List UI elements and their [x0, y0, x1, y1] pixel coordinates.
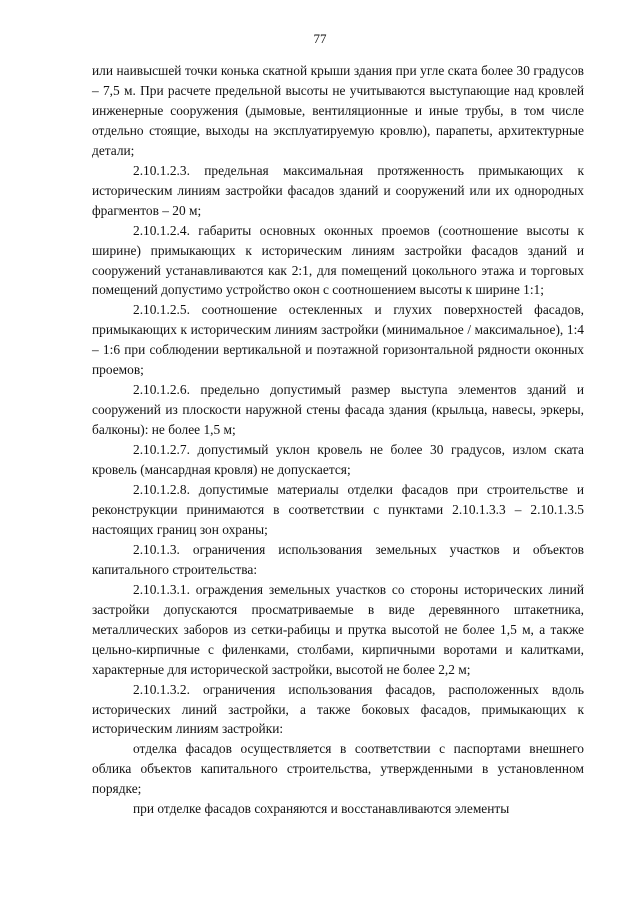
paragraph-2-10-1-2-5: 2.10.1.2.5. соотношение остекленных и глухих поверхностей фасадов, примыкающих к историческим линиям застройки (минимальное / максимальное), 1:4 – 1:6 при соблюдении вертикальной и поэтажной горизонтальной рядности оконных проемов;	[92, 302, 584, 378]
paragraph-2-10-1-3-1: 2.10.1.3.1. ограждения земельных участков со стороны исторических линий застройки допускаются просматриваемые в виде деревянного штакетника, металлических заборов из сетки-рабицы и прутка высотой не более 1,5 м, а также цельно-кирпичные с филенками, столбами, кирпичными воротами и калитками, характерные для исторической застройки, высотой не более 2,2 м;	[92, 581, 584, 677]
paragraph-2-10-1-3-2: 2.10.1.3.2. ограничения использования фасадов, расположенных вдоль исторических линий застройки, а также боковых фасадов, примыкающих к историческим линиям застройки:	[92, 681, 584, 737]
paragraph-2-10-1-2-8: 2.10.1.2.8. допустимые материалы отделки фасадов при строительстве и реконструкции принимаются в соответствии с пунктами 2.10.1.3.3 – 2.10.1.3.5 настоящих границ зон охраны;	[92, 482, 584, 537]
page-number: 77	[313, 31, 327, 46]
paragraph-2-10-1-3: 2.10.1.3. ограничения использования земельных участков и объектов капитального строительства:	[92, 541, 584, 577]
paragraph-2-10-1-2-7: 2.10.1.2.7. допустимый уклон кровель не более 30 градусов, излом ската кровель (мансардная кровля) не допускается;	[92, 442, 584, 478]
paragraph-2-10-1-2-6: 2.10.1.2.6. предельно допустимый размер выступа элементов зданий и сооружений из плоскости наружной стены фасада здания (крыльца, навесы, эркеры, балконы): не более 1,5 м;	[92, 382, 584, 438]
paragraph-2-10-1-2-4: 2.10.1.2.4. габариты основных оконных проемов (соотношение высоты к ширине) примыкающих к историческим линиям застройки фасадов зданий и сооружений устанавливаются как 2:1, для помещений цокольного этажа и торговых помещений допустимо устройство окон с соотношением высоты к ширине 1:1;	[92, 222, 584, 298]
paragraph-continuation: или наивысшей точки конька скатной крыши здания при угле ската более 30 градусов – 7,5 м. При расчете предельной высоты не учитываются выступающие над кровлей инженерные сооружения (дымовые, вентиляционные и иные трубы, в том числе отдельно стоящие, выходы на эксплуатируемую кровлю), парапеты, архитектурные детали;	[92, 63, 584, 158]
paragraph-facade-finishing: отделка фасадов осуществляется в соответствии с паспортами внешнего облика объектов капитального строительства, утвержденными в установленном порядке;	[92, 741, 584, 797]
paragraph-2-10-1-2-3: 2.10.1.2.3. предельная максимальная протяженность примыкающих к историческим линиям застройки фасадов зданий и сооружений или их однородных фрагментов – 20 м;	[92, 162, 584, 218]
paragraph-facade-elements: при отделке фасадов сохраняются и восстанавливаются элементы	[133, 801, 510, 817]
body-text	[92, 61, 584, 819]
